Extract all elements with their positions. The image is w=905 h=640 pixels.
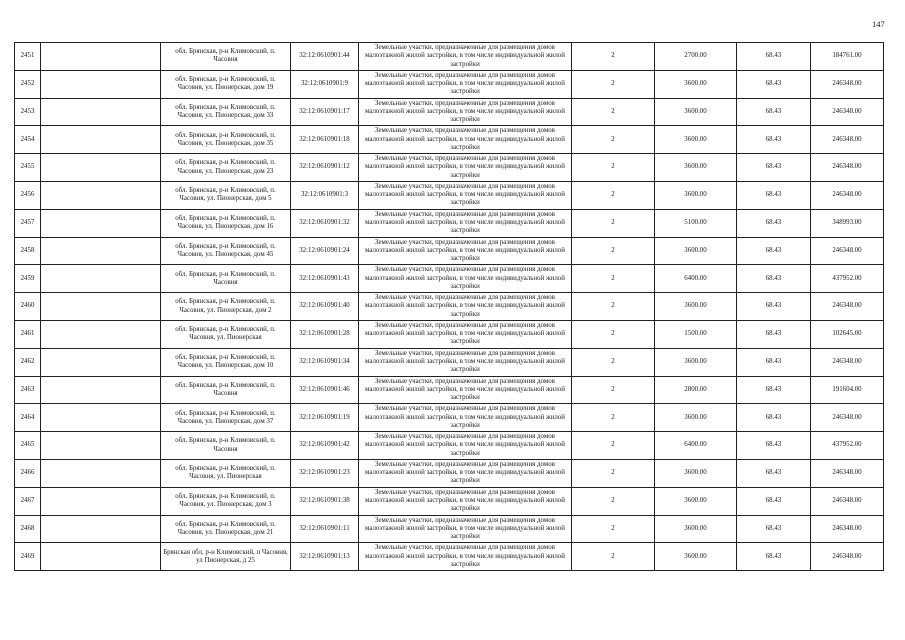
row-number-cell: 2459 [15,265,41,293]
address-cell: обл. Брянская, р-н Климовский, п. Часовня [161,376,291,404]
address-cell: обл. Брянская, р-н Климовский, п. Часовня, ул. Пионерская, дом 3 [161,487,291,515]
rate-cell: 68.43 [737,126,811,154]
cadastral-value-cell: 246348.00 [811,237,884,265]
land-use-description-cell: Земельные участки, предназначенные для размещения домов малоэтажной жилой застройки, в том числе индивидуальной жилой застройки [359,209,572,237]
category-cell: 2 [572,348,655,376]
row-number-cell: 2462 [15,348,41,376]
area-cell: 3600.00 [655,237,737,265]
area-cell: 3600.00 [655,181,737,209]
land-use-description-cell: Земельные участки, предназначенные для размещения домов малоэтажной жилой застройки, в том числе индивидуальной жилой застройки [359,70,572,98]
cadastral-value-cell: 246348.00 [811,515,884,543]
blank-cell [41,154,161,182]
row-number-cell: 2453 [15,98,41,126]
blank-cell [41,265,161,293]
land-use-description-cell: Земельные участки, предназначенные для размещения домов малоэтажной жилой застройки, в том числе индивидуальной жилой застройки [359,543,572,571]
category-cell: 2 [572,265,655,293]
row-number-cell: 2454 [15,126,41,154]
address-cell: обл. Брянская, р-н Климовский, п. Часовня, ул. Пионерская, дом 10 [161,348,291,376]
blank-cell [41,237,161,265]
table-row [15,293,884,321]
cadastral-value-cell: 246348.00 [811,154,884,182]
rate-cell: 68.43 [737,98,811,126]
rate-cell: 68.43 [737,320,811,348]
area-cell: 3600.00 [655,515,737,543]
blank-cell [41,515,161,543]
category-cell: 2 [572,487,655,515]
category-cell: 2 [572,515,655,543]
row-number-cell: 2455 [15,154,41,182]
cadastral-registry-table [14,42,884,571]
rate-cell: 68.43 [737,43,811,71]
rate-cell: 68.43 [737,543,811,571]
rate-cell: 68.43 [737,404,811,432]
category-cell: 2 [572,98,655,126]
table-row [15,265,884,293]
rate-cell: 68.43 [737,487,811,515]
blank-cell [41,70,161,98]
land-use-description-cell: Земельные участки, предназначенные для размещения домов малоэтажной жилой застройки, в том числе индивидуальной жилой застройки [359,154,572,182]
area-cell: 3600.00 [655,293,737,321]
area-cell: 5100.00 [655,209,737,237]
row-number-cell: 2456 [15,181,41,209]
blank-cell [41,293,161,321]
blank-cell [41,487,161,515]
address-cell: Брянская обл, р-н Климовский, п Часовня, ул Пионерская, д 25 [161,543,291,571]
rate-cell: 68.43 [737,376,811,404]
rate-cell: 68.43 [737,181,811,209]
rate-cell: 68.43 [737,265,811,293]
table-row [15,237,884,265]
area-cell: 2800.00 [655,376,737,404]
table-row [15,70,884,98]
land-use-description-cell: Земельные участки, предназначенные для размещения домов малоэтажной жилой застройки, в том числе индивидуальной жилой застройки [359,487,572,515]
table-row [15,98,884,126]
table-row [15,487,884,515]
address-cell: обл. Брянская, р-н Климовский, п. Часовня, ул. Пионерская [161,320,291,348]
land-use-description-cell: Земельные участки, предназначенные для размещения домов малоэтажной жилой застройки, в том числе индивидуальной жилой застройки [359,43,572,71]
area-cell: 3600.00 [655,487,737,515]
category-cell: 2 [572,404,655,432]
blank-cell [41,320,161,348]
cadastral-number-cell: 32:12:0610901:38 [291,487,359,515]
cadastral-value-cell: 246348.00 [811,126,884,154]
cadastral-number-cell: 32:12:0610901:44 [291,43,359,71]
category-cell: 2 [572,432,655,460]
cadastral-number-cell: 32:12:0610901:12 [291,154,359,182]
rate-cell: 68.43 [737,237,811,265]
blank-cell [41,209,161,237]
category-cell: 2 [572,293,655,321]
category-cell: 2 [572,43,655,71]
category-cell: 2 [572,459,655,487]
address-cell: обл. Брянская, р-н Климовский, п. Часовня [161,432,291,460]
rate-cell: 68.43 [737,432,811,460]
blank-cell [41,348,161,376]
address-cell: обл. Брянская, р-н Климовский, п. Часовня, ул. Пионерская, дом 23 [161,154,291,182]
cadastral-value-cell: 246348.00 [811,404,884,432]
address-cell: обл. Брянская, р-н Климовский, п. Часовня, ул. Пионерская [161,459,291,487]
rate-cell: 68.43 [737,209,811,237]
registry-body [15,43,884,571]
cadastral-value-cell: 246348.00 [811,348,884,376]
row-number-cell: 2466 [15,459,41,487]
land-use-description-cell: Земельные участки, предназначенные для размещения домов малоэтажной жилой застройки, в том числе индивидуальной жилой застройки [359,126,572,154]
land-use-description-cell: Земельные участки, предназначенные для размещения домов малоэтажной жилой застройки, в том числе индивидуальной жилой застройки [359,320,572,348]
address-cell: обл. Брянская, р-н Климовский, п. Часовня [161,265,291,293]
area-cell: 3600.00 [655,126,737,154]
cadastral-value-cell: 102645.00 [811,320,884,348]
blank-cell [41,376,161,404]
table-row [15,320,884,348]
land-use-description-cell: Земельные участки, предназначенные для размещения домов малоэтажной жилой застройки, в том числе индивидуальной жилой застройки [359,376,572,404]
address-cell: обл. Брянская, р-н Климовский, п. Часовня, ул. Пионерская, дом 37 [161,404,291,432]
category-cell: 2 [572,70,655,98]
cadastral-number-cell: 32:12:0610901:11 [291,515,359,543]
rate-cell: 68.43 [737,154,811,182]
row-number-cell: 2464 [15,404,41,432]
land-use-description-cell: Земельные участки, предназначенные для размещения домов малоэтажной жилой застройки, в том числе индивидуальной жилой застройки [359,98,572,126]
cadastral-number-cell: 32:12:0610901:24 [291,237,359,265]
cadastral-value-cell: 246348.00 [811,70,884,98]
area-cell: 3600.00 [655,543,737,571]
land-use-description-cell: Земельные участки, предназначенные для размещения домов малоэтажной жилой застройки, в том числе индивидуальной жилой застройки [359,293,572,321]
row-number-cell: 2451 [15,43,41,71]
cadastral-value-cell: 246348.00 [811,487,884,515]
row-number-cell: 2461 [15,320,41,348]
area-cell: 3600.00 [655,459,737,487]
rate-cell: 68.43 [737,459,811,487]
address-cell: обл. Брянская, р-н Климовский, п. Часовня, ул. Пионерская, дом 45 [161,237,291,265]
address-cell: обл. Брянская, р-н Климовский, п. Часовня [161,43,291,71]
table-row [15,404,884,432]
category-cell: 2 [572,209,655,237]
cadastral-value-cell: 246348.00 [811,181,884,209]
cadastral-number-cell: 32:12:0610901:3 [291,181,359,209]
cadastral-number-cell: 32:12:0610901:42 [291,432,359,460]
cadastral-value-cell: 437952.00 [811,432,884,460]
cadastral-number-cell: 32:12:0610901:32 [291,209,359,237]
land-use-description-cell: Земельные участки, предназначенные для размещения домов малоэтажной жилой застройки, в том числе индивидуальной жилой застройки [359,181,572,209]
cadastral-number-cell: 32:12:0610901:43 [291,265,359,293]
category-cell: 2 [572,126,655,154]
category-cell: 2 [572,543,655,571]
blank-cell [41,459,161,487]
blank-cell [41,126,161,154]
land-use-description-cell: Земельные участки, предназначенные для размещения домов малоэтажной жилой застройки, в том числе индивидуальной жилой застройки [359,404,572,432]
table-row [15,432,884,460]
row-number-cell: 2452 [15,70,41,98]
blank-cell [41,432,161,460]
land-use-description-cell: Земельные участки, предназначенные для размещения домов малоэтажной жилой застройки, в том числе индивидуальной жилой застройки [359,265,572,293]
area-cell: 6400.00 [655,432,737,460]
cadastral-number-cell: 32:12:0610901:17 [291,98,359,126]
table-row [15,126,884,154]
land-use-description-cell: Земельные участки, предназначенные для размещения домов малоэтажной жилой застройки, в том числе индивидуальной жилой застройки [359,459,572,487]
cadastral-number-cell: 32:12:0610901:13 [291,543,359,571]
area-cell: 6400.00 [655,265,737,293]
table-row [15,543,884,571]
cadastral-value-cell: 184761.00 [811,43,884,71]
address-cell: обл. Брянская, р-н Климовский, п. Часовня, ул. Пионерская, дом 35 [161,126,291,154]
address-cell: обл. Брянская, р-н Климовский, п. Часовня, ул. Пионерская, дом 19 [161,70,291,98]
address-cell: обл. Брянская, р-н Климовский, п. Часовня, ул. Пионерская, дом 21 [161,515,291,543]
rate-cell: 68.43 [737,348,811,376]
cadastral-number-cell: 32:12:0610901:40 [291,293,359,321]
cadastral-value-cell: 246348.00 [811,459,884,487]
area-cell: 1500.00 [655,320,737,348]
cadastral-number-cell: 32:12:0610901:46 [291,376,359,404]
table-row [15,154,884,182]
row-number-cell: 2457 [15,209,41,237]
cadastral-value-cell: 246348.00 [811,98,884,126]
table-row [15,459,884,487]
land-use-description-cell: Земельные участки, предназначенные для размещения домов малоэтажной жилой застройки, в том числе индивидуальной жилой застройки [359,348,572,376]
cadastral-number-cell: 32:12:0610901:34 [291,348,359,376]
cadastral-number-cell: 32:12:0610901:9 [291,70,359,98]
cadastral-value-cell: 437952.00 [811,265,884,293]
cadastral-number-cell: 32:12:0610901:19 [291,404,359,432]
blank-cell [41,543,161,571]
area-cell: 3600.00 [655,70,737,98]
land-use-description-cell: Земельные участки, предназначенные для размещения домов малоэтажной жилой застройки, в том числе индивидуальной жилой застройки [359,432,572,460]
blank-cell [41,404,161,432]
cadastral-value-cell: 348993.00 [811,209,884,237]
row-number-cell: 2463 [15,376,41,404]
land-use-description-cell: Земельные участки, предназначенные для размещения домов малоэтажной жилой застройки, в том числе индивидуальной жилой застройки [359,515,572,543]
address-cell: обл. Брянская, р-н Климовский, п. Часовня, ул. Пионерская, дом 5 [161,181,291,209]
cadastral-value-cell: 246348.00 [811,293,884,321]
cadastral-value-cell: 246348.00 [811,543,884,571]
address-cell: обл. Брянская, р-н Климовский, п. Часовня, ул. Пионерская, дом 16 [161,209,291,237]
cadastral-number-cell: 32:12:0610901:23 [291,459,359,487]
area-cell: 2700.00 [655,43,737,71]
category-cell: 2 [572,320,655,348]
row-number-cell: 2465 [15,432,41,460]
table-row [15,181,884,209]
table-row [15,209,884,237]
category-cell: 2 [572,154,655,182]
area-cell: 3600.00 [655,348,737,376]
category-cell: 2 [572,376,655,404]
row-number-cell: 2468 [15,515,41,543]
area-cell: 3600.00 [655,404,737,432]
category-cell: 2 [572,181,655,209]
blank-cell [41,43,161,71]
row-number-cell: 2460 [15,293,41,321]
blank-cell [41,98,161,126]
blank-cell [41,181,161,209]
address-cell: обл. Брянская, р-н Климовский, п. Часовня, ул. Пионерская, дом 2 [161,293,291,321]
table-row [15,348,884,376]
rate-cell: 68.43 [737,515,811,543]
table-row [15,515,884,543]
cadastral-number-cell: 32:12:0610901:18 [291,126,359,154]
cadastral-value-cell: 191604.00 [811,376,884,404]
cadastral-number-cell: 32:12:0610901:28 [291,320,359,348]
table-row [15,376,884,404]
area-cell: 3600.00 [655,154,737,182]
category-cell: 2 [572,237,655,265]
row-number-cell: 2469 [15,543,41,571]
rate-cell: 68.43 [737,70,811,98]
rate-cell: 68.43 [737,293,811,321]
page-number: 147 [872,19,885,29]
row-number-cell: 2458 [15,237,41,265]
land-use-description-cell: Земельные участки, предназначенные для размещения домов малоэтажной жилой застройки, в том числе индивидуальной жилой застройки [359,237,572,265]
address-cell: обл. Брянская, р-н Климовский, п. Часовня, ул. Пионерская, дом 33 [161,98,291,126]
area-cell: 3600.00 [655,98,737,126]
row-number-cell: 2467 [15,487,41,515]
table-row [15,43,884,71]
